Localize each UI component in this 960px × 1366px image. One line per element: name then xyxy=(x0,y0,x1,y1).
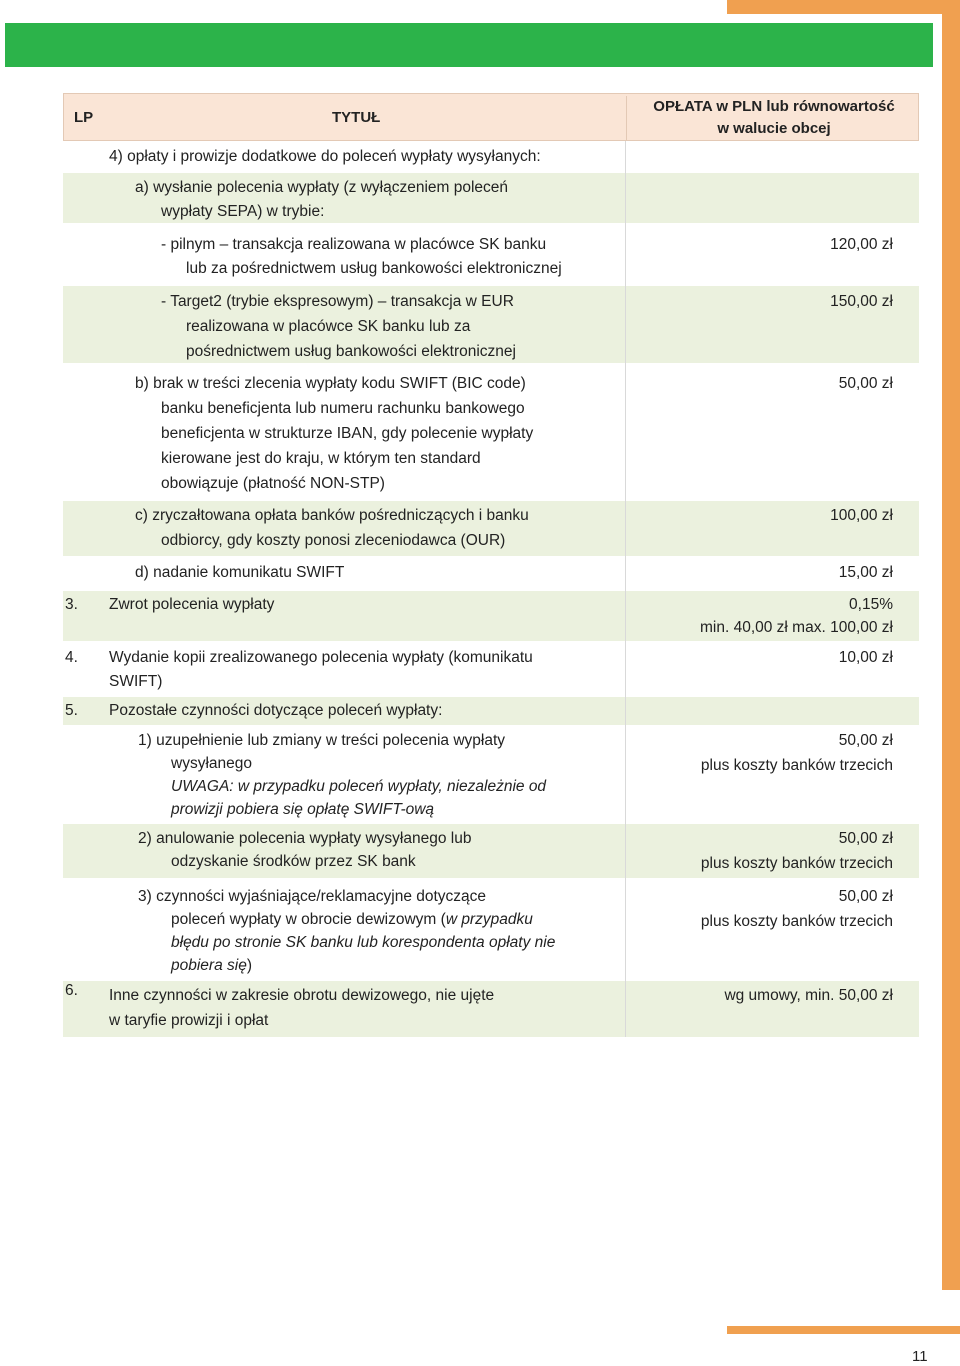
row-fee-line1: 50,00 zł xyxy=(838,732,893,749)
row-text-line1: Wydanie kopii zrealizowanego polecenia wypłaty (komunikatu xyxy=(109,649,533,666)
header-lp: LP xyxy=(74,109,94,126)
row-text-line4-italic: pobiera się xyxy=(171,957,247,974)
table-row xyxy=(63,644,919,694)
row-note-line1: UWAGA: w przypadku poleceń wypłaty, niezależnie od xyxy=(171,778,547,795)
column-divider xyxy=(625,141,626,1037)
row-text-line1: c) zryczałtowana opłata banków pośredniczących i banku xyxy=(135,507,529,524)
row-text-line1: 3) czynności wyjaśniające/reklamacyjne dotyczące xyxy=(138,888,487,905)
page-number: 11 xyxy=(912,1348,928,1365)
row-fee: 50,00 zł xyxy=(838,375,893,392)
row-text-line4: kierowane jest do kraju, w którym ten standard xyxy=(161,450,481,467)
row-text-line2-italic: w przypadku xyxy=(445,911,533,928)
table-header xyxy=(63,93,919,141)
table-row xyxy=(63,286,919,363)
header-fee xyxy=(626,96,921,140)
row-fee-line2: plus koszty banków trzecich xyxy=(700,913,893,930)
table-row xyxy=(63,981,919,1037)
header-fee-line1: OPŁATA w PLN lub równowartość xyxy=(653,98,895,115)
table-row xyxy=(63,559,919,587)
row-text-line2: wypłaty SEPA) w trybie: xyxy=(161,203,325,220)
row-text-line3: błędu po stronie SK banku lub korespondenta opłaty nie xyxy=(171,934,556,951)
row-text-line1: b) brak w treści zlecenia wypłaty kodu SWIFT (BIC code) xyxy=(135,375,526,392)
row-text-line2: odbiorcy, gdy koszty ponosi zleceniodawca (OUR) xyxy=(161,532,506,549)
row-text-line1: 2) anulowanie polecenia wypłaty wysyłanego lub xyxy=(138,830,472,847)
row-text: Pozostałe czynności dotyczące poleceń wypłaty: xyxy=(109,702,443,719)
table-row xyxy=(63,173,919,223)
row-number: 5. xyxy=(65,702,78,719)
row-text-line2: odzyskanie środków przez SK bank xyxy=(171,853,416,870)
table-row xyxy=(63,697,919,725)
row-fee: 10,00 zł xyxy=(838,649,893,666)
row-text-line2 xyxy=(171,908,533,932)
row-fee: 15,00 zł xyxy=(838,564,893,581)
row-number: 3. xyxy=(65,596,78,613)
row-text-line3: beneficjenta w strukturze IBAN, gdy polecenie wypłaty xyxy=(161,425,534,442)
row-text-line5: obowiązuje (płatność NON-STP) xyxy=(161,475,385,492)
decorative-green-header-bar xyxy=(5,23,933,67)
row-text-line2: wysyłanego xyxy=(171,755,252,772)
decorative-orange-bottom-bar xyxy=(727,1326,960,1334)
row-fee-line2: plus koszty banków trzecich xyxy=(700,757,893,774)
row-text-line3: pośrednictwem usług bankowości elektronicznej xyxy=(186,343,516,360)
row-fee-line1: 0,15% xyxy=(849,596,893,613)
row-fee: 150,00 zł xyxy=(830,293,893,310)
row-fee: 120,00 zł xyxy=(830,236,893,253)
row-text-line2: realizowana w placówce SK banku lub za xyxy=(186,318,471,335)
row-text-line2-regular: poleceń wypłaty w obrocie dewizowym ( xyxy=(171,911,446,928)
table-row xyxy=(63,501,919,556)
row-text-line1: a) wysłanie polecenia wypłaty (z wyłączeniem poleceń xyxy=(135,179,509,196)
table-row xyxy=(63,883,919,979)
row-text-line2: banku beneficjenta lub numeru rachunku bankowego xyxy=(161,400,525,417)
row-number: 6. xyxy=(65,982,78,999)
row-text-line1: 1) uzupełnienie lub zmiany w treści polecenia wypłaty xyxy=(138,732,506,749)
table-row xyxy=(63,230,919,280)
row-text-line2: SWIFT) xyxy=(109,673,163,690)
decorative-orange-side-bar xyxy=(942,0,960,1290)
row-text: d) nadanie komunikatu SWIFT xyxy=(135,564,345,581)
row-note-line2: prowizji pobiera się opłatę SWIFT-ową xyxy=(171,801,435,818)
table-row xyxy=(63,591,919,641)
row-fee: wg umowy, min. 50,00 zł xyxy=(724,987,893,1004)
row-text-line2: w taryfie prowizji i opłat xyxy=(109,1012,269,1029)
row-fee-line2: min. 40,00 zł max. 100,00 zł xyxy=(700,619,893,636)
row-text-line4 xyxy=(171,954,252,978)
row-text-line1: ‑ Target2 (trybie ekspresowym) – transakcja w EUR xyxy=(161,293,514,310)
table-row xyxy=(63,141,919,173)
row-text-line4-regular: ) xyxy=(246,957,252,974)
row-fee: 100,00 zł xyxy=(830,507,893,524)
row-text: 4) opłaty i prowizje dodatkowe do poleceń wypłaty wysyłanych: xyxy=(109,148,541,165)
row-fee-line1: 50,00 zł xyxy=(838,830,893,847)
row-text-line2: lub za pośrednictwem usług bankowości elektronicznej xyxy=(186,260,562,277)
header-fee-line2: w walucie obcej xyxy=(717,120,831,137)
row-number: 4. xyxy=(65,649,78,666)
header-title: TYTUŁ xyxy=(332,109,381,126)
decorative-orange-top-bar xyxy=(727,0,960,14)
row-fee-line1: 50,00 zł xyxy=(838,888,893,905)
row-fee-line2: plus koszty banków trzecich xyxy=(700,855,893,872)
table-row xyxy=(63,727,919,820)
row-text-line1: Inne czynności w zakresie obrotu dewizowego, nie ujęte xyxy=(109,987,495,1004)
row-text: Zwrot polecenia wypłaty xyxy=(109,596,275,613)
table-row xyxy=(63,369,919,495)
table-row xyxy=(63,824,919,878)
row-text-line1: ‑ pilnym – transakcja realizowana w placówce SK banku xyxy=(161,236,547,253)
